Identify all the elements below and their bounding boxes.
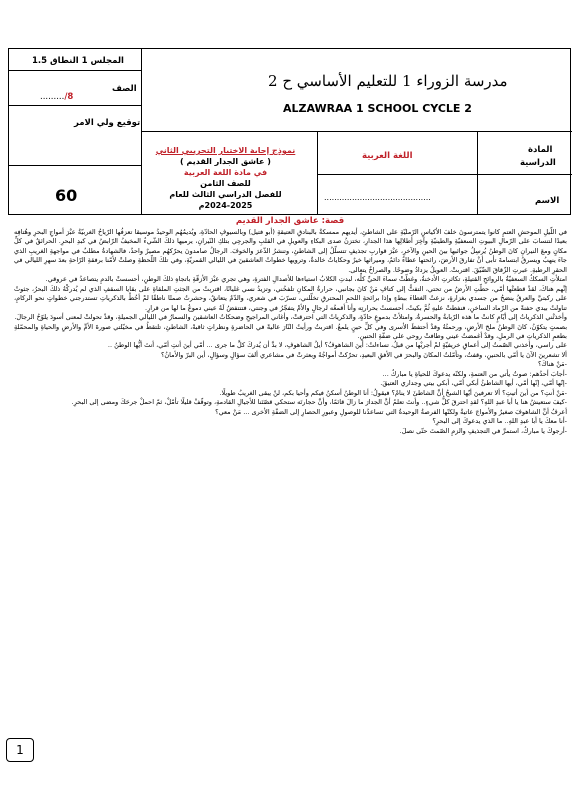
- story-dialogue-line: -أجابَ أحدُهم: صوتٌ يأتي من العتمةِ، ولكنّه يدعوكَ للحياةِ يا مباركُ ...: [382, 369, 567, 378]
- exam-semester-line: للفصل الدراسي الثالث للعام: [169, 190, 282, 199]
- story-paragraph: بصمتٍ يتكوّنُ، كانَ الوطنُ ملحَ الأرضِ، ورحمتُهُ وقدْ أحتفظَ الأسرى وفي كلِّ حينٍ يلمعُ. اقتربتُ ورأيتُ النّارَ عاليةً في الحاضرةِ ونظراتٍ ثاقبةً، الشاطئِ، تلتقطُ في مخيّلتي صورةَ الأمِّ والأرضِ والحياةِ والمحمّلةِ بطعمِ الذكرياتِ في الرملِ، وقدْ أغمضتُ عيني وطافتْ روحي على ضفّةِ الحنينِ.: [14, 322, 567, 340]
- header-divider: [9, 70, 141, 71]
- class-value: ........./8: [40, 92, 74, 102]
- header-divider: [9, 105, 141, 106]
- exam-grade-line: للصف الثامن: [200, 179, 251, 188]
- header-divider: [9, 165, 141, 166]
- story-dialogue-line: -مَنْ أنتِ؟ من أينَ أتيتِ؟ ألا تعرفينَ أيّها الشبحُ أنَّ الشاطئَ لا ينامُ؟ فيقولُ: أنا الوطنُ أسكنُ فيكم وأحيا بكم، لنْ يبقى الغريبُ طويلًا.: [219, 388, 567, 397]
- story-paragraph: في اللّيلِ الموحشِ العتمِ كانوا يتمترسونَ خلفَ الأكياسِ الرّمليّةِ على الشاطئِ، أيديهم ممسكةٌ بالبنادقِ العتيقةِ (أبو فتيل) وبالسيوفِ الحادّةِ، ويُديمُهُم الوحيدُ موسيقا تعزفُها الرّياحُ الغربيّةُ عبْرَ أمواجِ البحرِ وهُتافِه بعيدًا لتنسابَ على الرّمالِ البيوتِ السعفيّةِ والطينيّةِ وآخِرَ أطلالِها هذا الجدارِ، تختزنُ صدى البكاءِ والعويلِ في القلبِ والجرحِي بتلكِ النّيرانِ، يرميها ذلكَ الشّيءُ المخيفُ الرّابضُ في كبدِ البحرِ. الحرائقُ في كلِّ مكانٍ ومعَ النيرانِ كانَ الوطنُ يُرسِلُ جوائبها بينَ الحينِ والآخرِ، عبْرَ قواربِ تجذيفٍ تتسلّلُ إلى الشاطئِ، وتنشرُ الذّعرَ والخوفَ. الرجالُ صامدونَ يحرّكهُم مصيرٌ واحدٌ، فالشهادةُ مطلبٌ في مواجهةِ الغريبِ الذي جاءَ ينهبُ ويسرقُ ابتسامةَ تأبى أنْ تفارقَ الأرضَ، رائحتها عطاءٌ دائمٌ، وميراثها خيرٌ وحكاياتٌ خالدةٌ، وترويها خطواتُ العاشقينَ في الليالي القمريّةِ، وفي تلكَ اللّحظةِ وصلتْ لأمّنا برفقةِ الرّاحةِ بعدَ سهرِ الليالي في الحقرِ الرطبةِ. عبرتِ الزّقاقَ الضّيّقَ. اقتربتْ. العويلُ يزدادُ وضوحًا. والصراخُ يتعالى.: [14, 228, 567, 274]
- story-paragraph: ألا تشعرينَ الآنَ يا أمّي بالحنينِ، وقفتُ، وتأمّلتُ المكانَ والبحرَ في الأفقِ البعيدِ، تحرّكتْ أمواجُهُ وبعثرتْ في مشاعري ألفَ سؤالٍ وسؤالٍ، أين البرّ والأمانُ؟: [160, 350, 567, 359]
- name-label: الاسم: [535, 196, 560, 206]
- school-name-english: ALZAWRAA 1 SCHOOL CYCLE 2: [283, 102, 472, 115]
- page-number: 1: [6, 738, 34, 762]
- story-dialogue-line: -أنا معكَ يا أبا عبدِ اللهِ.. ما الذي يدعوكَ إلى البحرِ؟: [432, 417, 567, 426]
- council-label: المجلس 1 النطاق 1.5: [32, 56, 124, 66]
- header-divider: [317, 174, 572, 175]
- answer-model-title: نموذج إجابة الاختبار التجريبي الثاني: [155, 146, 296, 155]
- subject-label-line1: المادة: [528, 145, 553, 155]
- guardian-signature-label: توقيع ولي الامر: [74, 118, 141, 128]
- story-title: قصة: عاشق الجدار القديم: [235, 216, 345, 226]
- story-dialogue-line: -كيفَ ستعيشُ هنا يا أبا عبدِ اللهِ؟ لقدِ احترقَ كلُّ شيءٍ.. وأنتَ تعلمُ أنَّ الجدارَ ما زالَ قائمًا، وأنَّ حجارتَه ستحكي قصّتَنا للأجيالِ القادمةِ، وتوقّفْ قليلًا تأمّلْ، ثمّ احملْ جرحَكَ ومضى إلى البحرِ.: [71, 398, 567, 407]
- story-dialogue-line: -إنّها أمّي، إنّها أمّي، أيها الشاطئُ أبكي أمّي، أبكي بيتي وجداري العتيقَ.: [380, 379, 567, 388]
- story-paragraph: إنَّهم هناكَ، لقدْ قطعتْها أمّي، حطّتِ الأرضُ من تحتي، التفتُّ إلى كتافِ مَنْ كانَ بجانبي، حرارةُ المكانِ تلفحُني، وتزيدُ نسي غليانًا، اقتربتُ من الجثتِ الملقاةِ على بقايا السقفِ الذي لم يُدركْهُ ذلكَ البحرُ، جثوتُ على ركبتيَّ والعرقُ ينضحُ من جسدي بغزارةٍ، نزعتُ الغطاءَ ببطءٍ وإذا برائحةِ اللحمِ المحترقِ تخلّلني، تسرّبَ في شعري، والدّمُ يتعانقُ، وحشرتُ صمتًا ناطقًا لمْ أحُطْ بالذكرياتِ تستدرجني خطواتٍ نحو الركامِ، تناولتُ بيدي حفنةً من الرّماد الساخنِ، فنفطتْ عليهِ ثُمَّ بكيتُ، أحسستُ بحرارتِه وأنا أقمعُه لرجالٍ والأمْ يتفجّرُ في وجنتي، فتنتفضُ لَهُ عيني دموعٌ ما لها من قرارٍ.: [14, 284, 567, 312]
- story-paragraph: امتلأتِ السككُ السعفيّةُ بالروائحِ القتيلةِ، تكاثرتِ الأدخنةُ، وغطّتْ سماءَ الحيِّ كلِّه، لبدتِ الكلابُ استياءها للأصدالِ الفترةِ، وهي تجري عبْرَ الأزقّةِ باتجاهِ ذلكَ الوطنِ، أحسستْ بالدمِ يتصاعدُ في عروقي.: [45, 275, 567, 284]
- exam-story-name: ( عاشق الجدار القديم ): [180, 157, 271, 166]
- total-marks: 60: [55, 186, 78, 205]
- exam-info-block: [142, 145, 309, 211]
- header-divider: [317, 131, 318, 214]
- school-name-arabic: مدرسة الزوراء 1 للتعليم الأساسي ح 2: [268, 72, 508, 90]
- subject-value: اللغة العربية: [362, 151, 413, 161]
- story-dialogue-line: -مَنْ هناكَ؟: [537, 360, 567, 369]
- story-paragraph: على راسي، وأخذني الصّمتُ إلى أعماقٍ خريفيّةٍ لمْ أجربْها من قبلُ، تساءلتُ: أينَ الشاهوفُ؟ أيلُ الشاهوفِ، لا بدَّ أن يُدركَ كلَّ ما جرى ... أمّي أينَ أنتِ أمّي، أنتَ أيُّها الوطنُ ..: [107, 341, 567, 350]
- story-dialogue-line: -أرجوكَ يا مباركُ، استمرَّ في التجذيفِ والزمِ الصّمتَ حتّى نصلَ.: [399, 426, 567, 435]
- header-divider: [477, 131, 478, 214]
- story-paragraph: أعرفُ أنَّ الشاهوفَ صغيرٌ والأمواجَ عاتيةٌ ولكنّها الفرصةُ الوحيدةُ التي تساعدُنا للوصولِ وعبورِ الحصارِ إلى الضفّةِ الأخرى ... مَنْ معي؟: [215, 407, 567, 416]
- story-paragraph: وأخذتْني الذكرياتُ إلى أيّامٍ كانتْ ما هذه الرّبابةُ والحسرةُ، وامتلأتْ بدموعٍ حادّةٍ، والذكرياتُ التي احترقتْ، وأغاني المراجيحِ وضحكاتُ العاشقينَ والسمارُ في الليالي الجميلةِ، وقدْ تحولتْ لمعنى أسودَ يلوّحُ الرجالَ.: [14, 313, 567, 322]
- subject-label-line2: الدراسية: [520, 158, 556, 168]
- name-field-dots: ..........................................: [324, 193, 431, 202]
- exam-year-line: 2024-2025م: [198, 201, 253, 210]
- exam-subject-line: في مادة اللغة العربية: [183, 168, 268, 177]
- header-divider: [141, 131, 572, 132]
- class-label: الصف: [112, 84, 137, 94]
- story-body: [14, 228, 567, 436]
